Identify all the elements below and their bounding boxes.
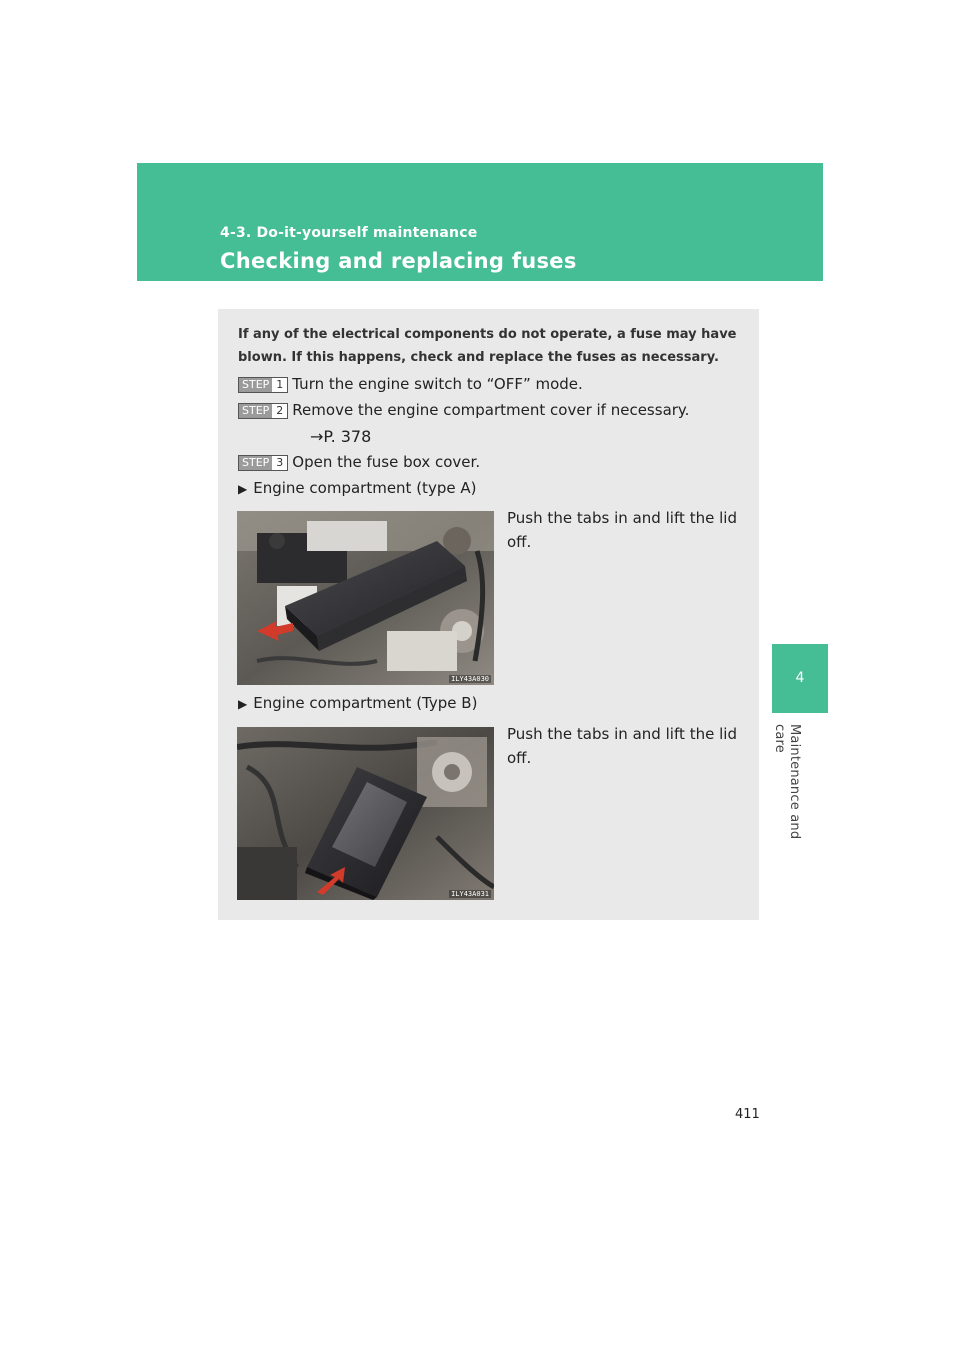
- page-number: 411: [735, 1107, 760, 1122]
- chapter-tab-number: 4: [795, 670, 805, 686]
- engine-compartment-image: [237, 727, 494, 900]
- engine-compartment-image: [237, 511, 494, 685]
- content-panel: [218, 309, 759, 920]
- step-1: [238, 375, 583, 395]
- step-3: [238, 453, 480, 473]
- chapter-tab[interactable]: [772, 644, 828, 713]
- header-band: [137, 163, 823, 281]
- page-title: Checking and replacing fuses: [220, 249, 577, 273]
- step-badge: STEP 1: [238, 377, 288, 393]
- step-text: Open the fuse box cover.: [292, 453, 481, 471]
- section-heading-type-a: ▶ Engine compartment (type A): [238, 479, 477, 497]
- triangle-bullet-icon: ▶: [238, 697, 248, 711]
- caption-type-a: Push the tabs in and lift the lid off.: [507, 509, 737, 551]
- image-code: ILY43A031: [451, 890, 489, 898]
- page-reference-link[interactable]: →P. 378: [310, 427, 372, 446]
- step-2: [238, 401, 689, 421]
- engine-photo-type-a: [237, 511, 494, 685]
- step-badge: STEP 3: [238, 455, 288, 471]
- caption-type-b: Push the tabs in and lift the lid off.: [507, 725, 737, 767]
- intro-text: If any of the electrical components do not operate, a fuse may have blown. If this happens, check and replace the fuses as necessary.: [238, 327, 737, 365]
- step-text: Remove the engine compartment cover if necessary.: [292, 401, 690, 419]
- triangle-bullet-icon: ▶: [238, 482, 248, 496]
- image-code: ILY43A030: [451, 675, 489, 683]
- step-text: Turn the engine switch to “OFF” mode.: [292, 375, 583, 393]
- chapter-tab-label: Maintenance and care: [772, 724, 802, 840]
- engine-photo-type-b: [237, 727, 494, 900]
- section-label: 4-3. Do-it-yourself maintenance: [220, 225, 478, 241]
- step-badge: STEP 2: [238, 403, 288, 419]
- section-heading-type-b: ▶ Engine compartment (Type B): [238, 694, 478, 712]
